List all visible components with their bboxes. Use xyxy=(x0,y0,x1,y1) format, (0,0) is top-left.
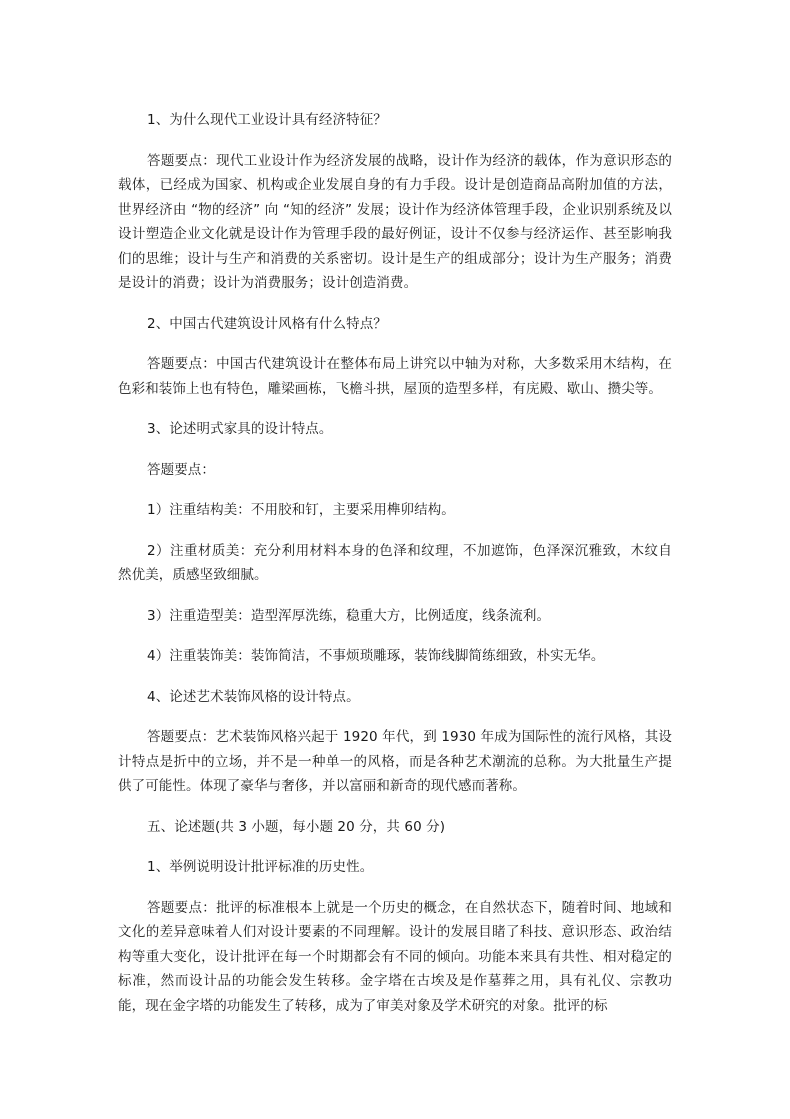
question-1-heading: 1、为什么现代工业设计具有经济特征？ xyxy=(147,112,387,128)
question-2-heading: 2、中国古代建筑设计风格有什么特点？ xyxy=(147,315,387,332)
document-page xyxy=(118,108,672,1034)
answer-3-point-2: 2）注重材质美：充分利用材料本身的色泽和纹理，不加遮饰，色泽深沉雅致，木纹自然优美，质感坚致细腻。 xyxy=(118,542,672,583)
section-5-heading: 五、论述题(共 3 小题，每小题 20 分，共 60 分) xyxy=(147,818,446,835)
answer-2-paragraph: 答题要点：中国古代建筑设计在整体布局上讲究以中轴为对称，大多数采用木结构，在色彩和装饰上也有特色，雕梁画栋，飞檐斗拱，屋顶的造型多样，有庑殿、歇山、攒尖等。 xyxy=(118,356,672,397)
question-3-heading: 3、论述明式家具的设计特点。 xyxy=(147,421,333,437)
answer-3-intro: 答题要点： xyxy=(147,461,215,478)
answer-1-paragraph: 答题要点：现代工业设计作为经济发展的战略，设计作为经济的载体，作为意识形态的载体，已经成为国家、机构或企业发展自身的有力手段。设计是创造商品高附加值的方法，世界经济由 “物的经济” 向 “知的经济” 发展；设计作为经济体管理手段，企业识别系统及以设计塑造企业文化就是设计作为管理手段的最好例证，设计不仅参与经济运作、甚至影响我们的思维；设计与生产和消费的关系密切。设计是生产的组成部分；设计为生产服务；消费是设计的消费；设计为消费服务；设计创造消费。 xyxy=(118,152,672,291)
answer-4-paragraph: 答题要点：艺术装饰风格兴起于 1920 年代，到 1930 年成为国际性的流行风格，其设计特点是折中的立场，并不是一种单一的风格，而是各种艺术潮流的总称。为大批量生产提供了可能性。体现了豪华与奢侈，并以富丽和新奇的现代感而著称。 xyxy=(118,729,672,794)
answer-3-point-4: 4）注重装饰美：装饰简洁，不事烦琐雕琢，装饰线脚简练细致，朴实无华。 xyxy=(147,648,605,664)
question-4-heading: 4、论述艺术装饰风格的设计特点。 xyxy=(147,688,360,705)
essay-question-1-heading: 1、举例说明设计批评标准的历史性。 xyxy=(147,859,374,875)
answer-3-point-1: 1）注重结构美：不用胶和钉，主要采用榫卯结构。 xyxy=(147,502,455,518)
answer-3-point-3: 3）注重造型美：造型浑厚洗练，稳重大方，比例适度，线条流利。 xyxy=(147,607,551,624)
essay-answer-1-paragraph: 答题要点：批评的标准根本上就是一个历史的概念，在自然状态下，随着时间、地域和文化的差异意味着人们对设计要素的不同理解。设计的发展目睹了科技、意识形态、政治结构等重大变化，设计批评在每一个时期都会有不同的倾向。功能本来具有共性、相对稳定的标准，然而设计品的功能会发生转移。金字塔在古埃及是作墓葬之用，具有礼仪、宗教功能，现在金字塔的功能发生了转移，成为了审美对象及学术研究的对象。批评的标 xyxy=(118,899,672,1014)
